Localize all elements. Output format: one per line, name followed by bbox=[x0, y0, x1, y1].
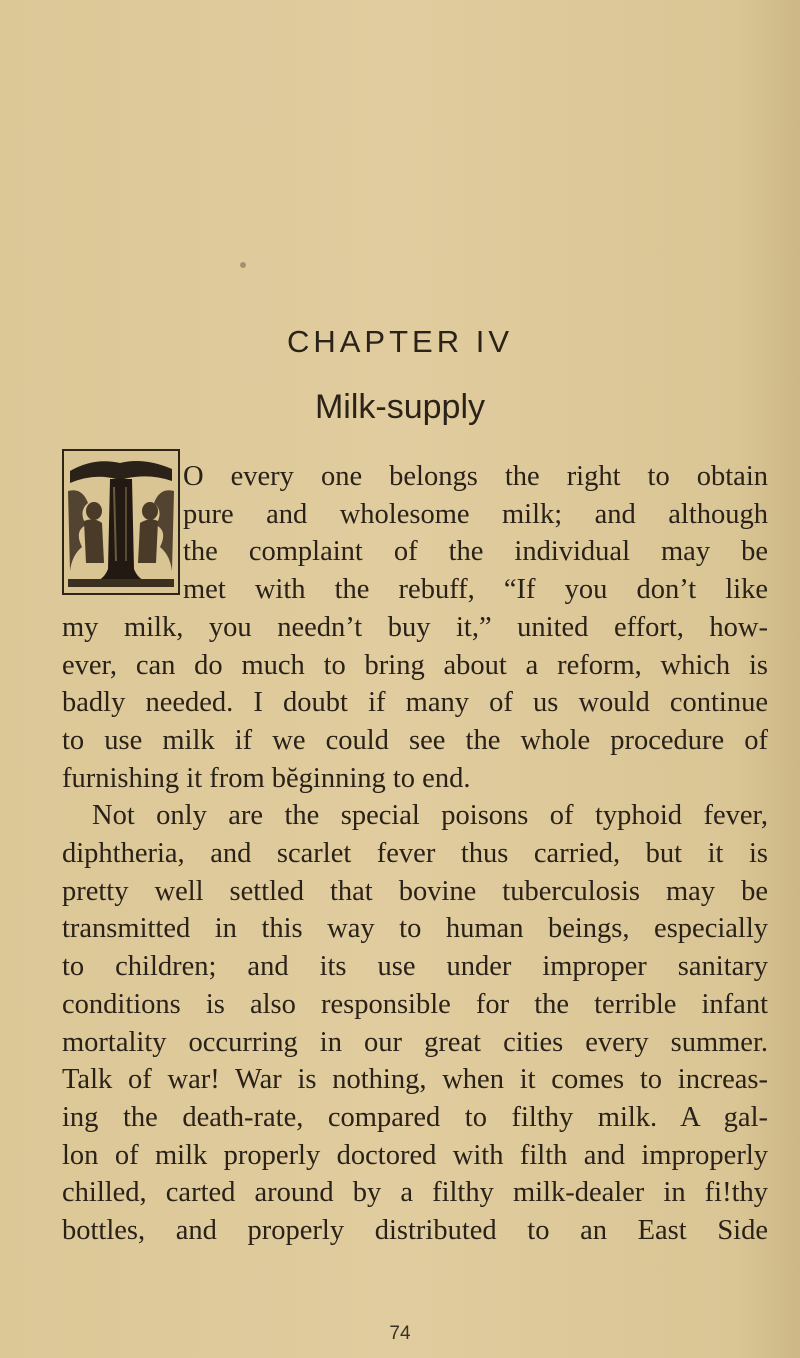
text-line: to children; and its use under improper sanitary bbox=[62, 951, 768, 983]
text-line: mortality occurring in our great cities every summer. bbox=[62, 1026, 768, 1058]
text-line: to use milk if we could see the whole procedure of bbox=[62, 724, 768, 756]
text-line: ever, can do much to bring about a reform, which is bbox=[62, 649, 768, 681]
page-number: 74 bbox=[389, 1323, 411, 1344]
text-line: furnishing it from bĕginning to end. bbox=[62, 762, 471, 794]
text-line: chilled, carted around by a filthy milk-dealer in fi!thy bbox=[62, 1177, 768, 1209]
text-line: Talk of war! War is nothing, when it comes to increas- bbox=[62, 1064, 768, 1096]
chapter-title: Milk-supply bbox=[314, 388, 486, 426]
text-line: transmitted in this way to human beings, especially bbox=[62, 913, 768, 945]
text-line: lon of milk properly doctored with filth and improperly bbox=[62, 1139, 768, 1171]
text-line: O every one belongs the right to obtain bbox=[183, 461, 768, 492]
text-line: the complaint of the individual may be bbox=[183, 536, 768, 568]
chapter-heading: CHAPTER IV bbox=[286, 324, 514, 359]
chapter-body bbox=[62, 458, 768, 1250]
text-line: badly needed. I doubt if many of us would continue bbox=[62, 687, 768, 719]
text-line: my milk, you needn’t buy it,” united effort, how- bbox=[62, 611, 768, 643]
text-line: conditions is also responsible for the terrible infant bbox=[62, 988, 768, 1020]
text-line: met with the rebuff, “If you don’t like bbox=[183, 574, 768, 606]
paper-speck bbox=[240, 262, 246, 268]
text-line: ing the death-rate, compared to filthy milk. A gal- bbox=[62, 1101, 768, 1133]
text-line: bottles, and properly distributed to an East Side bbox=[62, 1215, 768, 1247]
text-line: Not only are the special poisons of typhoid fever, bbox=[92, 800, 768, 832]
text-line: diphtheria, and scarlet fever thus carried, but it is bbox=[62, 838, 768, 870]
text-line: pretty well settled that bovine tuberculosis may be bbox=[62, 875, 768, 907]
text-line: pure and wholesome milk; and although bbox=[183, 498, 768, 530]
